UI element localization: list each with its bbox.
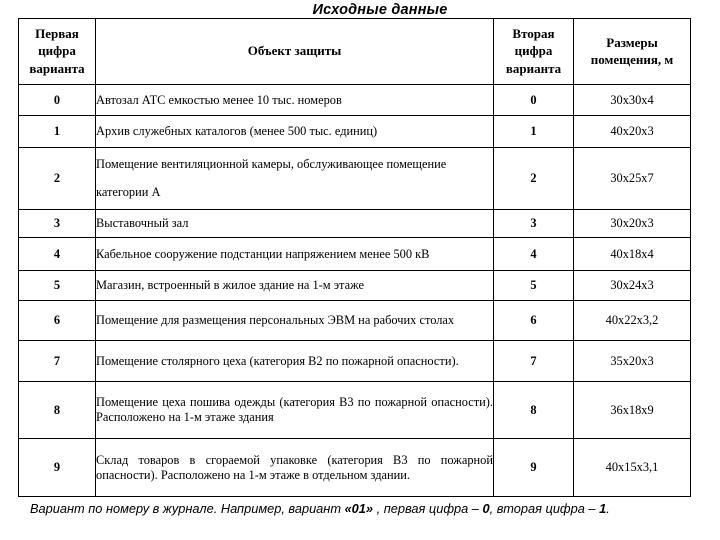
cell-dimensions: 30х20х3 (574, 210, 691, 238)
cell-second-digit: 0 (494, 85, 574, 116)
cell-second-digit: 6 (494, 301, 574, 341)
table-row (19, 382, 691, 439)
cell-first-digit: 9 (19, 439, 96, 497)
cell-first-digit: 4 (19, 238, 96, 271)
cell-object: Помещение столярного цеха (категория В2 по пожарной опасности). (96, 341, 494, 382)
cell-object: Архив служебных каталогов (менее 500 тыс. единиц) (96, 116, 494, 148)
cell-dimensions: 40х22х3,2 (574, 301, 691, 341)
cell-first-digit: 7 (19, 341, 96, 382)
footer-text-part2: , первая цифра – (373, 501, 483, 516)
initial-data-table (18, 18, 691, 497)
cell-object: Склад товаров в сгораемой упаковке (категория В3 по пожарной опасности). Расположено на 1-м этаже в отдельном здании. (96, 439, 494, 497)
table-row (19, 238, 691, 271)
column-header-second-digit: Вторая цифра варианта (494, 19, 574, 85)
cell-second-digit: 9 (494, 439, 574, 497)
cell-second-digit: 1 (494, 116, 574, 148)
cell-second-digit: 8 (494, 382, 574, 439)
cell-first-digit: 8 (19, 382, 96, 439)
table-row (19, 271, 691, 301)
footer-variant-example: «01» (344, 501, 374, 516)
table-row (19, 341, 691, 382)
cell-first-digit: 0 (19, 85, 96, 116)
cell-second-digit: 4 (494, 238, 574, 271)
column-header-dimensions: Размеры помещения, м (574, 19, 691, 85)
table-row (19, 148, 691, 210)
column-header-first-digit: Первая цифра варианта (19, 19, 96, 85)
footer-text-part3: , вторая цифра – (489, 501, 600, 516)
cell-dimensions: 40х18х4 (574, 238, 691, 271)
cell-dimensions: 30х24х3 (574, 271, 691, 301)
cell-object: Помещение цеха пошива одежды (категория В3 по пожарной опасности). Расположено на 1-м этаже здания (96, 382, 494, 439)
footer-first-digit-value: 0 (482, 501, 490, 516)
cell-object: Помещение для размещения персональных ЭВМ на рабочих столах (96, 301, 494, 341)
table-row (19, 116, 691, 148)
table-row (19, 439, 691, 497)
cell-object: Магазин, встроенный в жилое здание на 1-м этаже (96, 271, 494, 301)
table-row (19, 210, 691, 238)
footer-second-digit-value: 1 (599, 501, 607, 516)
cell-second-digit: 7 (494, 341, 574, 382)
cell-first-digit: 5 (19, 271, 96, 301)
cell-dimensions: 30х30х4 (574, 85, 691, 116)
cell-first-digit: 1 (19, 116, 96, 148)
cell-object: Автозал АТС емкостью менее 10 тыс. номеров (96, 85, 494, 116)
cell-dimensions: 40х15х3,1 (574, 439, 691, 497)
cell-dimensions: 36х18х9 (574, 382, 691, 439)
cell-dimensions: 40х20х3 (574, 116, 691, 148)
cell-first-digit: 2 (19, 148, 96, 210)
footer-text-part4: . (606, 501, 610, 516)
cell-object: Помещение вентиляционной камеры, обслуживающее помещение категории А (96, 148, 494, 210)
cell-second-digit: 2 (494, 148, 574, 210)
table-row (19, 85, 691, 116)
table-row (19, 301, 691, 341)
footer-text-part1: Вариант по номеру в журнале. Например, вариант (30, 501, 345, 516)
column-header-object: Объект защиты (96, 19, 494, 85)
cell-object: Кабельное сооружение подстанции напряжением менее 500 кВ (96, 238, 494, 271)
cell-first-digit: 6 (19, 301, 96, 341)
footer-note (30, 500, 692, 519)
cell-first-digit: 3 (19, 210, 96, 238)
cell-object: Выставочный зал (96, 210, 494, 238)
table-header-row (19, 19, 691, 85)
cell-second-digit: 5 (494, 271, 574, 301)
cell-second-digit: 3 (494, 210, 574, 238)
page-title: Исходные данные (312, 2, 448, 18)
cell-dimensions: 35х20х3 (574, 341, 691, 382)
cell-dimensions: 30х25х7 (574, 148, 691, 210)
